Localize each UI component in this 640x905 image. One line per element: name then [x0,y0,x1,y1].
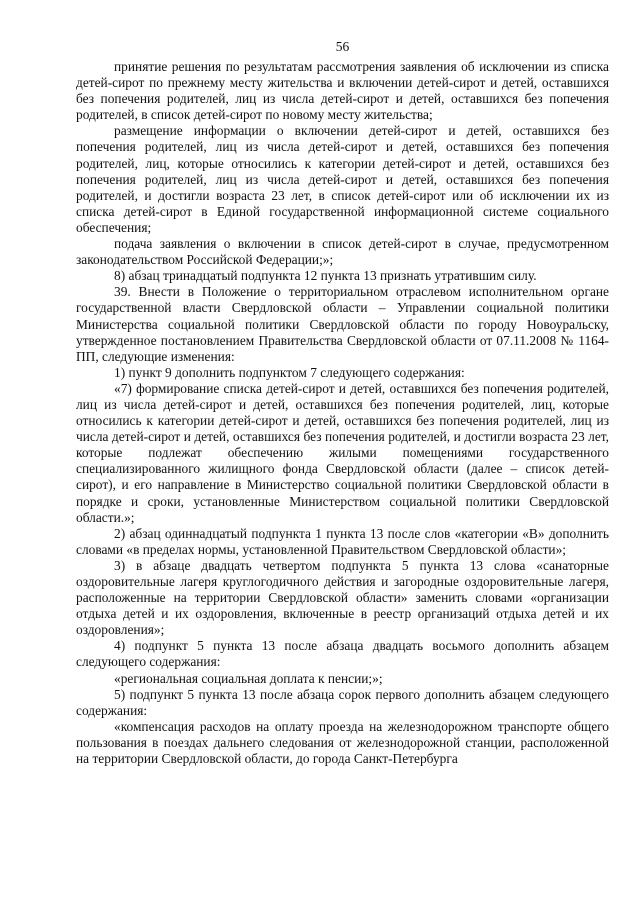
paragraph: 1) пункт 9 дополнить подпунктом 7 следующего содержания: [114,364,465,380]
paragraph: 39. Внести в Положение о территориальном отраслевом исполнительном органе государственной власти Свердловской области – Управлении социальной политики Министерства социальной политики Свердловской области по городу Новоуральску, утвержденное постановлением Правительства Свердловской области от 07.11.2008 № 1164-ПП, следующие изменения: [76,284,609,364]
paragraph: 4) подпункт 5 пункта 13 после абзаца двадцать восьмого дополнить абзацем следующего содержания: [76,638,609,670]
paragraph: принятие решения по результатам рассмотрения заявления об исключении из списка детей-сирот по прежнему месту жительства и включении детей-сирот и детей, оставшихся без попечения родителей, лиц из числа детей-сирот и детей, оставшихся без попечения родителей, в список детей-сирот по новому месту жительства; [76,59,609,123]
paragraph: размещение информации о включении детей-сирот и детей, оставшихся без попечения родителей, лиц из числа детей-сирот и детей, оставшихся без попечения родителей, лиц, которые относились к категории детей-сирот и детей, оставшихся без попечения родителей, лиц из числа детей-сирот и детей, оставшихся без попечения родителей, и достигли возраста 23 лет, в список детей-сирот или об исключении их из списка детей-сирот в Единой государственной информационной системе социального обеспечения; [76,123,609,235]
document-body [76,59,609,767]
page-number: 56 [335,39,350,54]
paragraph: 2) абзац одиннадцатый подпункта 1 пункта 13 после слов «категории «В» дополнить словами «в пределах нормы, установленной Правительством Свердловской области»; [76,525,609,557]
paragraph: «региональная социальная доплата к пенсии;»; [114,670,383,686]
paragraph: 5) подпункт 5 пункта 13 после абзаца сорок первого дополнить абзацем следующего содержания: [76,686,609,718]
paragraph: подача заявления о включении в список детей-сирот в случае, предусмотренном законодательством Российской Федерации;»; [76,236,609,268]
paragraph: «компенсация расходов на оплату проезда на железнодорожном транспорте общего пользования в поездах дальнего следования от железнодорожной станции, расположенной на территории Свердловской области, до города Санкт-Петербурга [76,718,609,767]
paragraph: 3) в абзаце двадцать четвертом подпункта 5 пункта 13 слова «санаторные оздоровительные лагеря круглогодичного действия и загородные оздоровительные лагеря, расположенные на территории Свердловской области» заменить словами «организации отдыха детей и их оздоровления, включенные в реестр организаций отдыха детей и их оздоровления»; [76,557,609,638]
paragraph: 8) абзац тринадцатый подпункта 12 пункта 13 признать утратившим силу. [114,268,537,284]
paragraph: «7) формирование списка детей-сирот и детей, оставшихся без попечения родителей, лиц из числа детей-сирот и детей, оставшихся без попечения родителей, лиц, которые относились к категории детей-сирот и детей, оставшихся без попечения родителей, лиц из числа детей-сирот и детей, оставшихся без попечения родителей, и достигли возраста 23 лет, которые подлежат обеспечению жилыми помещениями государственного специализированного жилищного фонда Свердловской области (далее – список детей-сирот), и его направление в Министерство социальной политики Свердловской области в порядке и сроки, установленные Министерством социальной политики Свердловской области.»; [76,380,609,525]
